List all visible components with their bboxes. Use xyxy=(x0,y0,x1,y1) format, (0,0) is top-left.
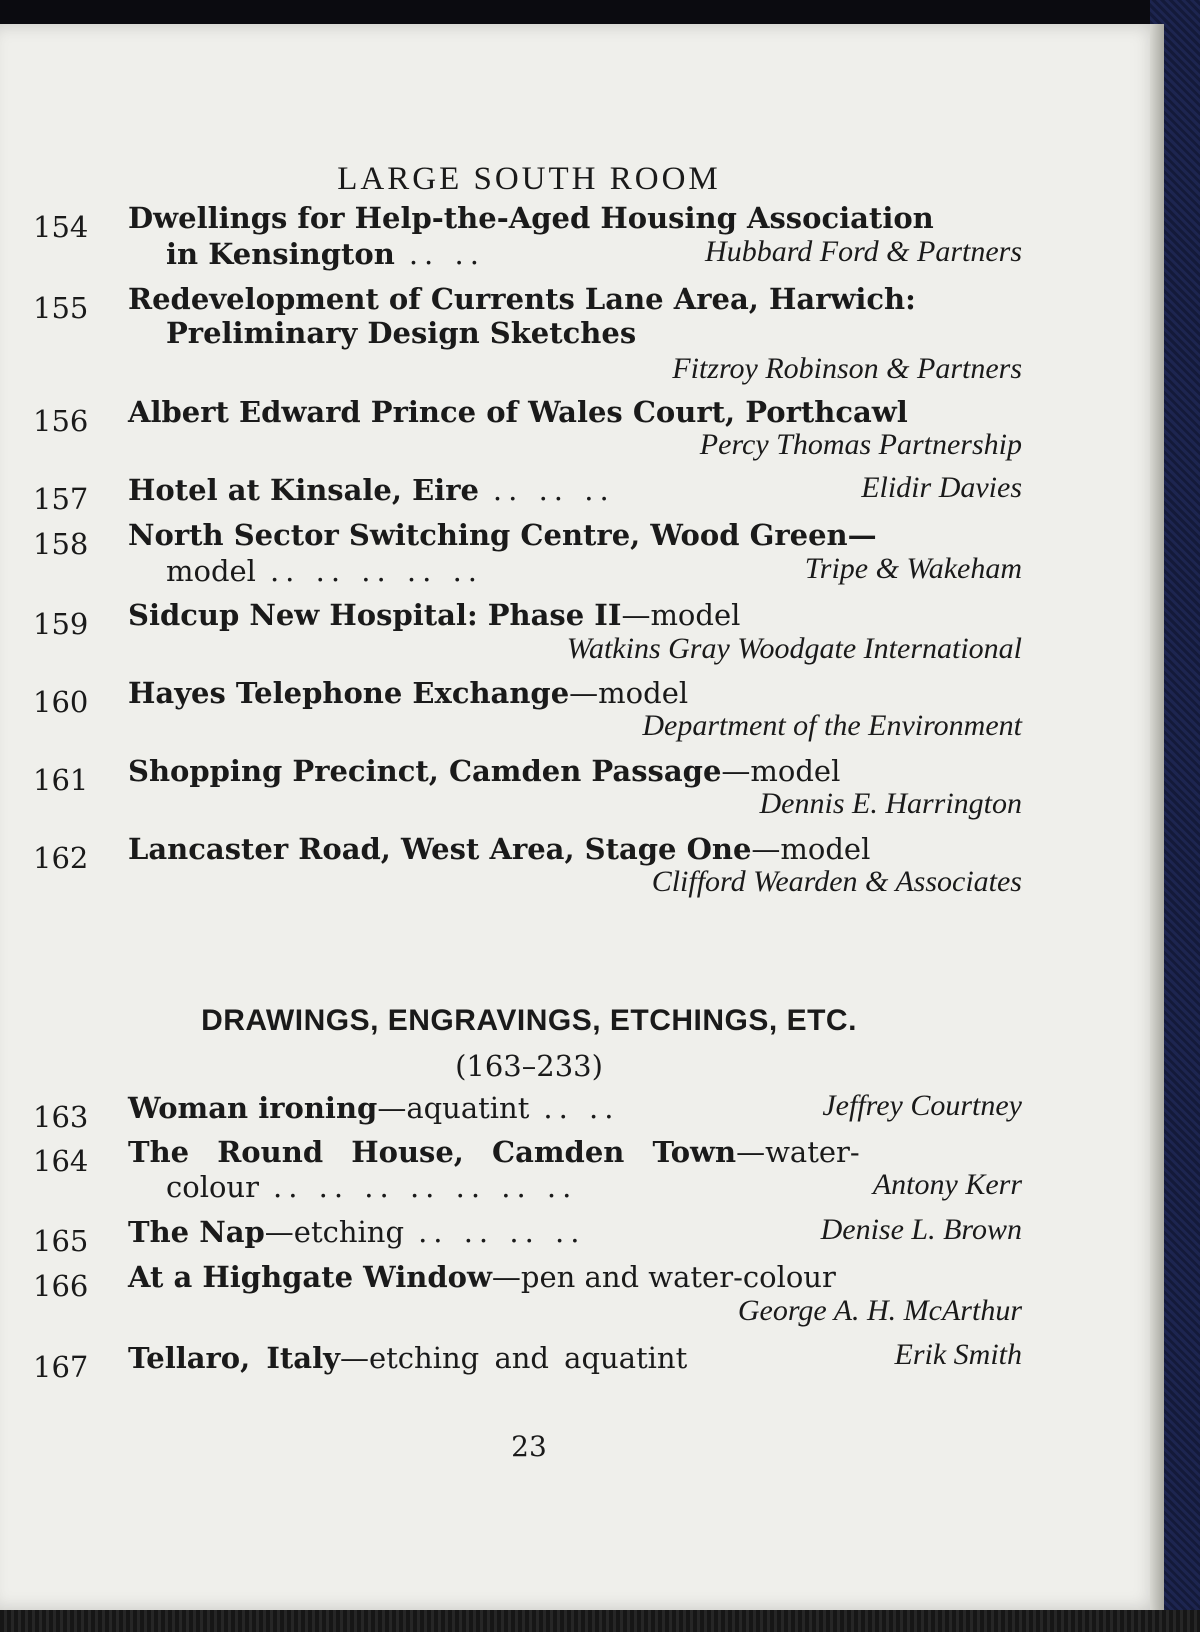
leader-dots: .. .. xyxy=(543,1091,620,1125)
entry-author: Watkins Gray Woodgate International xyxy=(566,632,1022,665)
entry-line-1 xyxy=(128,1134,1030,1170)
entry-number: 159 xyxy=(33,607,89,641)
entry-line-1 xyxy=(128,753,1030,789)
catalogue-page xyxy=(0,24,1162,1610)
entry-number: 158 xyxy=(33,527,89,561)
entry-medium: —aquatint xyxy=(377,1091,530,1125)
entry-title: Albert Edward Prince of Wales Court, Porthcawl xyxy=(128,395,908,429)
entry-number: 160 xyxy=(33,685,89,719)
entry-title: Tellaro, Italy xyxy=(128,1341,340,1375)
entry-number: 167 xyxy=(33,1350,89,1384)
entry-title: North Sector Switching Centre, Wood Green— xyxy=(128,518,877,552)
entry-number: 155 xyxy=(33,291,89,325)
entry-number: 162 xyxy=(33,841,89,875)
section-heading: LARGE SOUTH ROOM xyxy=(337,161,721,197)
entry-medium: —model xyxy=(751,832,871,866)
entry-number: 165 xyxy=(33,1224,89,1258)
entry-title-cont: model xyxy=(166,554,256,588)
leader-dots: .. .. .. xyxy=(492,473,615,507)
entry-author: Erik Smith xyxy=(894,1338,1022,1371)
entry-author: Department of the Environment xyxy=(642,709,1022,742)
entry-line-1 xyxy=(128,675,1030,711)
entry-author: Dennis E. Harrington xyxy=(759,787,1022,820)
entry-author: Clifford Wearden & Associates xyxy=(651,865,1022,898)
entry-medium: —etching and aquatint xyxy=(339,1341,688,1375)
entry-medium-cont: colour xyxy=(166,1170,259,1204)
entry-medium: —model xyxy=(721,754,841,788)
entry-line-1 xyxy=(128,1259,1030,1295)
entry-author: Percy Thomas Partnership xyxy=(699,428,1022,461)
entry-title: Dwellings for Help-the-Aged Housing Association xyxy=(128,201,934,235)
entry-number: 157 xyxy=(33,482,89,516)
leader-dots: .. .. xyxy=(408,237,485,271)
entry-title: Shopping Precinct, Camden Passage xyxy=(128,754,722,788)
page-gutter-shadow xyxy=(1150,24,1164,1610)
leader-dots: .. .. .. .. .. xyxy=(269,554,484,588)
entry-title: The Nap xyxy=(128,1215,265,1249)
leader-dots: .. .. .. .. .. .. .. xyxy=(272,1170,578,1204)
entry-author: Denise L. Brown xyxy=(820,1213,1022,1246)
entry-author: Hubbard Ford & Partners xyxy=(705,235,1022,268)
entry-number: 154 xyxy=(33,210,89,244)
catalogue-range: (163–233) xyxy=(455,1049,603,1083)
leader-dots: .. .. .. .. xyxy=(418,1215,586,1249)
entry-number: 164 xyxy=(33,1144,89,1178)
entry-number: 163 xyxy=(33,1100,89,1134)
entry-author: Jeffrey Courtney xyxy=(822,1089,1022,1122)
entry-author: Tripe & Wakeham xyxy=(804,552,1022,585)
entry-title-cont: in Kensington xyxy=(166,237,395,271)
entry-line-1 xyxy=(128,597,1030,633)
entry-author: Elidir Davies xyxy=(861,471,1022,504)
entry-title: Lancaster Road, West Area, Stage One xyxy=(128,832,752,866)
entry-title: At a Highgate Window xyxy=(128,1260,492,1294)
entry-title: Hotel at Kinsale, Eire xyxy=(128,473,479,507)
entry-author: Antony Kerr xyxy=(872,1168,1022,1201)
entry-title: The Round House, Camden Town xyxy=(128,1135,737,1169)
entry-number: 156 xyxy=(33,404,89,438)
entry-author: Fitzroy Robinson & Partners xyxy=(672,352,1022,385)
entry-title: Hayes Telephone Exchange xyxy=(128,676,570,710)
entry-number: 161 xyxy=(33,763,89,797)
entry-medium: —water- xyxy=(736,1135,860,1169)
page-number: 23 xyxy=(511,1430,547,1463)
entry-title: Woman ironing xyxy=(128,1091,378,1125)
entry-title: Sidcup New Hospital: Phase II xyxy=(128,598,622,632)
section-subheading: DRAWINGS, ENGRAVINGS, ETCHINGS, ETC. xyxy=(201,1004,857,1037)
entry-author: George A. H. McArthur xyxy=(737,1294,1022,1327)
entry-title: Redevelopment of Currents Lane Area, Harwich: xyxy=(128,282,916,316)
entry-medium: —etching xyxy=(264,1215,405,1249)
book-bottom-edge xyxy=(0,1610,1200,1632)
entry-title-cont: Preliminary Design Sketches xyxy=(166,316,637,350)
entry-number: 166 xyxy=(33,1269,89,1303)
entry-medium: —pen and water-colour xyxy=(491,1260,836,1294)
entry-line-1 xyxy=(128,831,1030,867)
entry-medium: —model xyxy=(569,676,689,710)
entry-medium: —model xyxy=(621,598,741,632)
